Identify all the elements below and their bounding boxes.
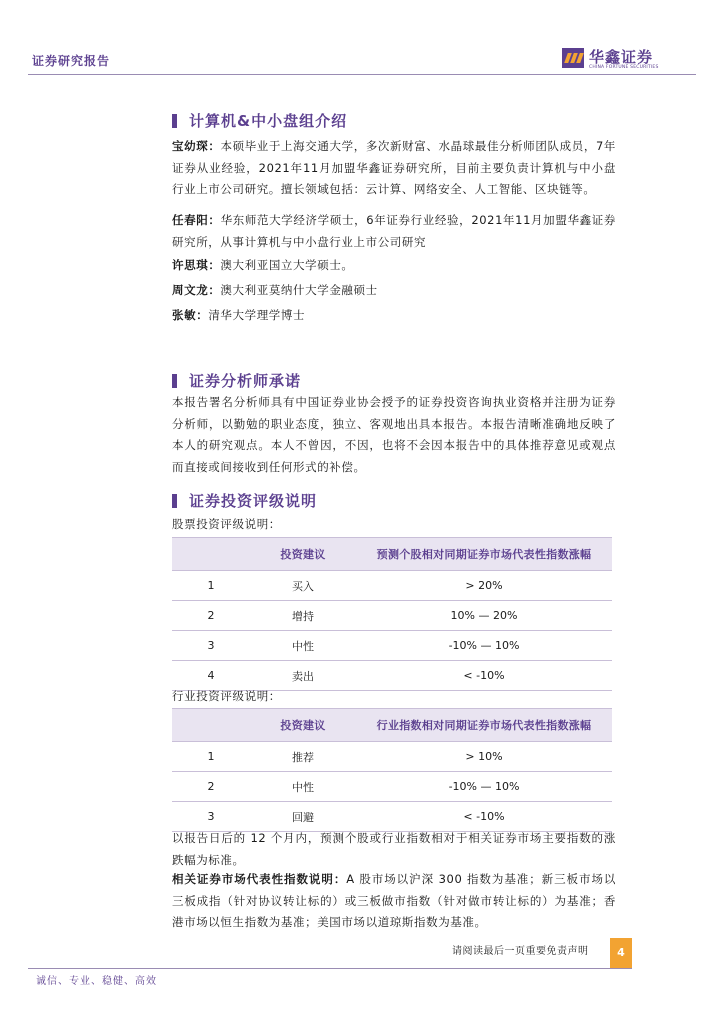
- member-desc: 本硕毕业于上海交通大学，多次新财富、水晶球最佳分析师团队成员，7年证券从业经验，2021年11月加盟华鑫证券研究所，目前主要负责计算机与中小盘行业上市公司研究。擅长领域包括：云计算、网络安全、人工智能、区块链等。: [172, 139, 616, 196]
- table-cell: 2: [172, 601, 250, 631]
- member-desc: 澳大利亚莫纳什大学金融硕士: [220, 283, 378, 297]
- member-desc: 华东师范大学经济学硕士，6年证券行业经验，2021年11月加盟华鑫证券研究所，从事计算机与中小盘行业上市公司研究: [172, 213, 616, 249]
- company-logo: [562, 46, 682, 72]
- table-row: [172, 742, 612, 772]
- industry-rating-table: [172, 708, 612, 832]
- table-cell: 中性: [250, 631, 356, 661]
- company-slogan: 诚信、专业、稳健、高效: [36, 976, 157, 987]
- table-header-cell: 投资建议: [250, 538, 356, 571]
- table-row: [172, 631, 612, 661]
- table-row: [172, 802, 612, 832]
- section-title: 计算机&中小盘组介绍: [189, 112, 348, 130]
- section-heading-commitment: [172, 370, 301, 391]
- table-cell: 推荐: [250, 742, 356, 772]
- section-title: 证券投资评级说明: [189, 492, 318, 510]
- header-divider: [28, 74, 696, 75]
- table-cell: -10% — 10%: [356, 631, 612, 661]
- section-heading-rating: [172, 490, 317, 511]
- logo-mark-icon: [562, 48, 584, 68]
- index-description: [172, 869, 616, 934]
- table-cell: 3: [172, 631, 250, 661]
- member-name: 张敏: [172, 308, 197, 322]
- section-bar: [172, 114, 177, 128]
- member-bio: 任春阳：华东师范大学经济学硕士，6年证券行业经验，2021年11月加盟华鑫证券研究所，从事计算机与中小盘行业上市公司研究: [172, 213, 616, 249]
- member-desc: 澳大利亚国立大学硕士。: [220, 258, 354, 272]
- table-cell: 1: [172, 571, 250, 601]
- table-cell: -10% — 10%: [356, 772, 612, 802]
- index-description-text: A 股市场以沪深 300 指数为基准；新三板市场以三板成指（针对协议转让标的）或三板做市指数（针对做市转让标的）为基准；香港市场以恒生指数为基准；美国市场以道琼斯指数为基准。: [172, 872, 616, 929]
- table-cell: 10% — 20%: [356, 601, 612, 631]
- table-row: [172, 601, 612, 631]
- table-cell: > 10%: [356, 742, 612, 772]
- table-cell: 增持: [250, 601, 356, 631]
- disclaimer-notice: 请阅读最后一页重要免责声明: [452, 946, 589, 957]
- table-cell: 买入: [250, 571, 356, 601]
- table-cell: 1: [172, 742, 250, 772]
- table-cell: 中性: [250, 772, 356, 802]
- table-cell: 3: [172, 802, 250, 832]
- page-number: 4: [610, 938, 632, 968]
- rating-horizon-note: 以报告日后的 12 个月内，预测个股或行业指数相对于相关证券市场主要指数的涨跌幅为标准。: [172, 831, 616, 867]
- commitment-text: 本报告署名分析师具有中国证券业协会授予的证券投资咨询执业资格并注册为证券分析师，以勤勉的职业态度，独立、客观地出具本报告。本报告清晰准确地反映了本人的研究观点。本人不曾因，不因，也将不会因本报告中的具体推荐意见或观点而直接或间接收到任何形式的补偿。: [172, 395, 616, 474]
- member-bio: 宝幼琛：本硕毕业于上海交通大学，多次新财富、水晶球最佳分析师团队成员，7年证券从业经验，2021年11月加盟华鑫证券研究所，目前主要负责计算机与中小盘行业上市公司研究。擅长领域包括：云计算、网络安全、人工智能、区块链等。: [172, 139, 616, 196]
- table-cell: < -10%: [356, 802, 612, 832]
- section-title: 证券分析师承诺: [189, 372, 302, 390]
- stock-rating-label: 股票投资评级说明：: [172, 517, 281, 531]
- member-name: 宝幼琛: [172, 139, 209, 153]
- section-heading-team: [172, 110, 347, 131]
- table-cell: < -10%: [356, 661, 612, 691]
- member-bio: 周文龙：澳大利亚莫纳什大学金融硕士: [172, 283, 378, 297]
- member-name: 任春阳: [172, 213, 209, 227]
- member-desc: 清华大学理学博士: [208, 308, 306, 322]
- logo-name-en: CHINA FORTUNE SECURITIES: [589, 65, 659, 70]
- index-description-label: 相关证券市场代表性指数说明：: [172, 872, 347, 886]
- table-header-cell: [172, 709, 250, 742]
- section-bar: [172, 494, 177, 508]
- logo-name-cn: 华鑫证券: [589, 48, 654, 66]
- section-bar: [172, 374, 177, 388]
- table-row: [172, 772, 612, 802]
- page-header: [0, 0, 724, 78]
- report-type-label: 证券研究报告: [32, 54, 111, 68]
- member-bio: 许思琪：澳大利亚国立大学硕士。: [172, 258, 354, 272]
- table-row: [172, 661, 612, 691]
- table-cell: 卖出: [250, 661, 356, 691]
- member-name: 许思琪: [172, 258, 209, 272]
- table-header-row: [172, 538, 612, 571]
- member-name: 周文龙: [172, 283, 209, 297]
- table-header-cell: [172, 538, 250, 571]
- footer-divider: [28, 968, 632, 969]
- table-cell: 回避: [250, 802, 356, 832]
- table-header-cell: 行业指数相对同期证券市场代表性指数涨幅: [356, 709, 612, 742]
- table-header-cell: 预测个股相对同期证券市场代表性指数涨幅: [356, 538, 612, 571]
- table-header-row: [172, 709, 612, 742]
- member-bio: 张敏：清华大学理学博士: [172, 308, 306, 322]
- table-cell: > 20%: [356, 571, 612, 601]
- table-header-cell: 投资建议: [250, 709, 356, 742]
- table-row: [172, 571, 612, 601]
- table-cell: 4: [172, 661, 250, 691]
- industry-rating-label: 行业投资评级说明：: [172, 689, 281, 703]
- stock-rating-table: [172, 537, 612, 691]
- table-cell: 2: [172, 772, 250, 802]
